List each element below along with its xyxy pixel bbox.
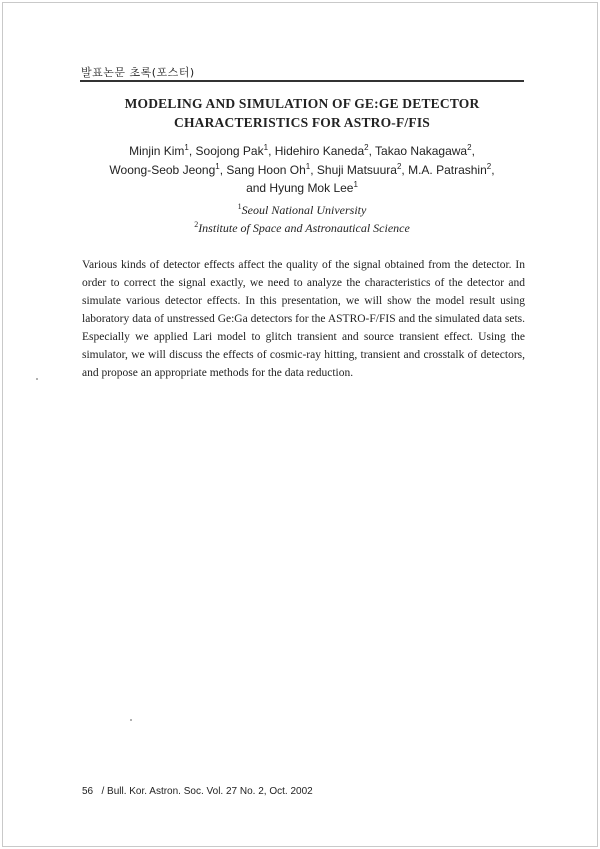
- page-number: 56: [82, 786, 94, 797]
- author: Hidehiro Kaneda$^2$,: [274, 143, 376, 158]
- abstract-text: Various kinds of detector effects affect the quality of the signal obtained from the detector. In order to correct the signal exactly, we need to analyze the characteristics of the detector and simulate various detector effects. In this presentation, we will show the model result using laboratory data of unstressed Ge:Ga detectors for the ASTRO-F/FIS and the simulated data sets. Especially we applied Lari model to glitch transient and source transient effect. Using the simulator, we will discuss the effects of cosmic-ray hitting, transient and crosstalk of detectors, and propose an appropriate methods for the data reduction.: [82, 259, 525, 379]
- author: Takao Nakagawa$^2$,: [375, 143, 475, 158]
- paper-title-line-2: CHARACTERISTICS FOR ASTRO-F/FIS: [174, 115, 430, 130]
- header-rule: [80, 80, 524, 82]
- author: M.A. Patrashin$^2$,: [408, 162, 495, 177]
- author: Soojong Pak$^1$,: [195, 143, 275, 158]
- author: Minjin Kim$^1$,: [129, 143, 196, 158]
- author-line-2: [80, 163, 524, 177]
- journal-citation: / Bull. Kor. Astron. Soc. Vol. 27 No. 2, Oct. 2002: [101, 786, 313, 797]
- scan-speck: [36, 378, 38, 380]
- author: and Hyung Mok Lee$^1$: [246, 180, 358, 195]
- scan-speck: [130, 719, 132, 721]
- author-line-1: [80, 144, 524, 158]
- author: Woong-Seob Jeong$^1$,: [109, 162, 227, 177]
- author: Shuji Matsuura$^2$,: [316, 162, 409, 177]
- author: Sang Hoon Oh$^1$,: [226, 162, 317, 177]
- author-line-3: [80, 181, 524, 195]
- section-label: 발표논문 초록(포스터): [81, 66, 195, 79]
- page-footer: [82, 786, 313, 797]
- paper-title-line-1: MODELING AND SIMULATION OF GE:GE DETECTOR: [124, 96, 480, 111]
- affiliation-1: $^1$Seoul National University: [237, 202, 367, 217]
- affiliation-2: $^2$Institute of Space and Astronautical Science: [194, 220, 410, 235]
